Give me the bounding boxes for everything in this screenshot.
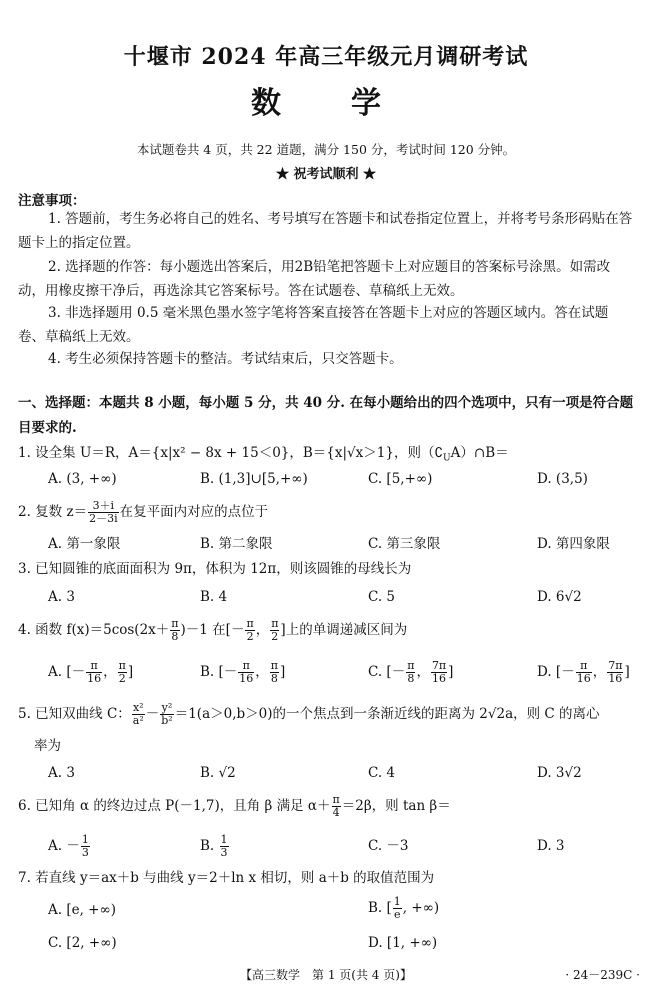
q7-option-c: C. [2, +∞) [48,935,117,951]
question-4-stem: 4. 函数 f(x)＝5cos(2x＋ $\frac{\pi}{8}$ )－1 在[－ $\frac{\pi}{2}$ ， $\frac{\pi}{2}$ ]上的单调递减区间为 [18,617,408,643]
q6-option-b: B. $\frac{1}{3}$ [200,833,228,859]
notice-item-1: 1. 答题前，考生务必将自己的姓名、考号填写在答题卡和试卷指定位置上，并将考号条形码贴在答题卡上的指定位置。 [18,211,633,251]
notice-item-4: 4. 考生必须保持答题卡的整洁。考试结束后，只交答题卡。 [48,351,403,367]
question-7-stem: 7. 若直线 y＝ax＋b 与曲线 y＝2＋ln x 相切，则 a＋b 的取值范围为 [18,870,435,886]
exam-title: 十堰市 2024 年高三年级元月调研考试 [123,44,529,70]
notice-title: 注意事项： [18,193,86,209]
q3-option-c: C. 5 [368,589,396,605]
q4-option-c: C. [－ $\frac{\pi}{8}$ ， $\frac{7\pi}{16}$ ] [368,659,454,685]
q7-option-d: D. [1, +∞) [368,935,438,951]
exam-info: 本试题卷共 4 页，共 22 道题，满分 150 分，考试时间 120 分钟。 [136,142,516,157]
q3-option-d: D. 6√2 [537,589,582,605]
q2-option-a: A. 第一象限 [48,536,121,552]
q5-option-b: B. √2 [200,765,236,781]
q6-option-d: D. 3 [537,838,565,854]
q3-option-b: B. 4 [200,589,228,605]
q5-option-a: A. 3 [48,765,75,781]
question-1-stem: 1. 设全集 U＝R，A＝{x|x² − 8x + 15＜0}，B＝{x|√x＞1}，则$(∁_UA)\cap B=$ [18,445,509,464]
notice-item-2: 2. 选择题的作答：每小题选出答案后，用2B铅笔把答题卡上对应题目的答案标号涂黑。如需改动，用橡皮擦干净后，再选涂其它答案标号。答在试题卷、草稿纸上无效。 [18,259,611,299]
q5-option-d: D. 3√2 [537,765,582,781]
question-5-stem-line2: 率为 [34,738,61,754]
section-heading: 一、选择题：本题共 8 小题，每小题 5 分，共 40 分. 在每小题给出的四个选项中，只有一项是符合题目要求的. [18,395,634,436]
question-6-stem: 6. 已知角 α 的终边过点 P(－1,7)，且角 β 满足 α＋ $\frac{\pi}{4}$ ＝2β，则 tan β＝ [18,793,451,819]
q2-option-b: B. 第二象限 [200,536,273,552]
q1-option-d: D. (3,5) [537,471,588,487]
q5-option-c: C. 4 [368,765,396,781]
q3-option-a: A. 3 [48,589,75,605]
q6-option-c: C. －3 [368,838,409,854]
q6-option-a: A. － $\frac{1}{3}$ [48,833,89,859]
page-footer: 【高三数学 第 1 页(共 4 页)】 [240,968,412,982]
q1-option-a: A. (3, +∞) [48,471,117,487]
question-2-stem: 2. 复数 z＝ $\frac{3+i}{2-3i}$ 在复平面内对应的点位于 [18,499,269,525]
q1-option-c: C. [5,+∞) [368,471,433,487]
q2-option-c: C. 第三象限 [368,536,441,552]
subject-title: 数 学 [251,86,401,121]
q7-option-b: B. [ $\frac{1}{e}$ , +∞) [368,895,440,921]
notice-item-3: 3. 非选择题用 0.5 毫米黑色墨水签字笔将答案直接答在答题卡上对应的答题区域内。答在试题卷、草稿纸上无效。 [18,305,609,345]
q7-option-a: A. [e, +∞) [48,902,116,918]
question-3-stem: 3. 已知圆锥的底面面积为 9π，体积为 12π，则该圆锥的母线长为 [18,561,412,577]
q1-option-b: B. (1,3]∪[5,+∞) [200,471,308,487]
question-5-stem: 5. 已知双曲线 C： $\frac{\text{x²}}{\text{a²}}$ － $\frac{\text{y²}}{\text{b²}}$ ＝1(a＞0,b＞0)的一个焦点到一条渐近线的距离为 2√2a，则 C 的离心 [18,701,600,727]
q2-option-d: D. 第四象限 [537,536,610,552]
q4-option-b: B. [－ $\frac{\pi}{16}$ ， $\frac{\pi}{8}$ ] [200,659,286,685]
q4-option-d: D. [－ $\frac{\pi}{16}$ ， $\frac{7\pi}{16}$ ] [537,659,630,685]
q4-option-a: A. [－ $\frac{\pi}{16}$ ， $\frac{\pi}{2}$ ] [48,659,134,685]
good-luck-line: ★ 祝考试顺利 ★ [275,167,377,182]
paper-code: · 24－239C · [565,968,640,982]
